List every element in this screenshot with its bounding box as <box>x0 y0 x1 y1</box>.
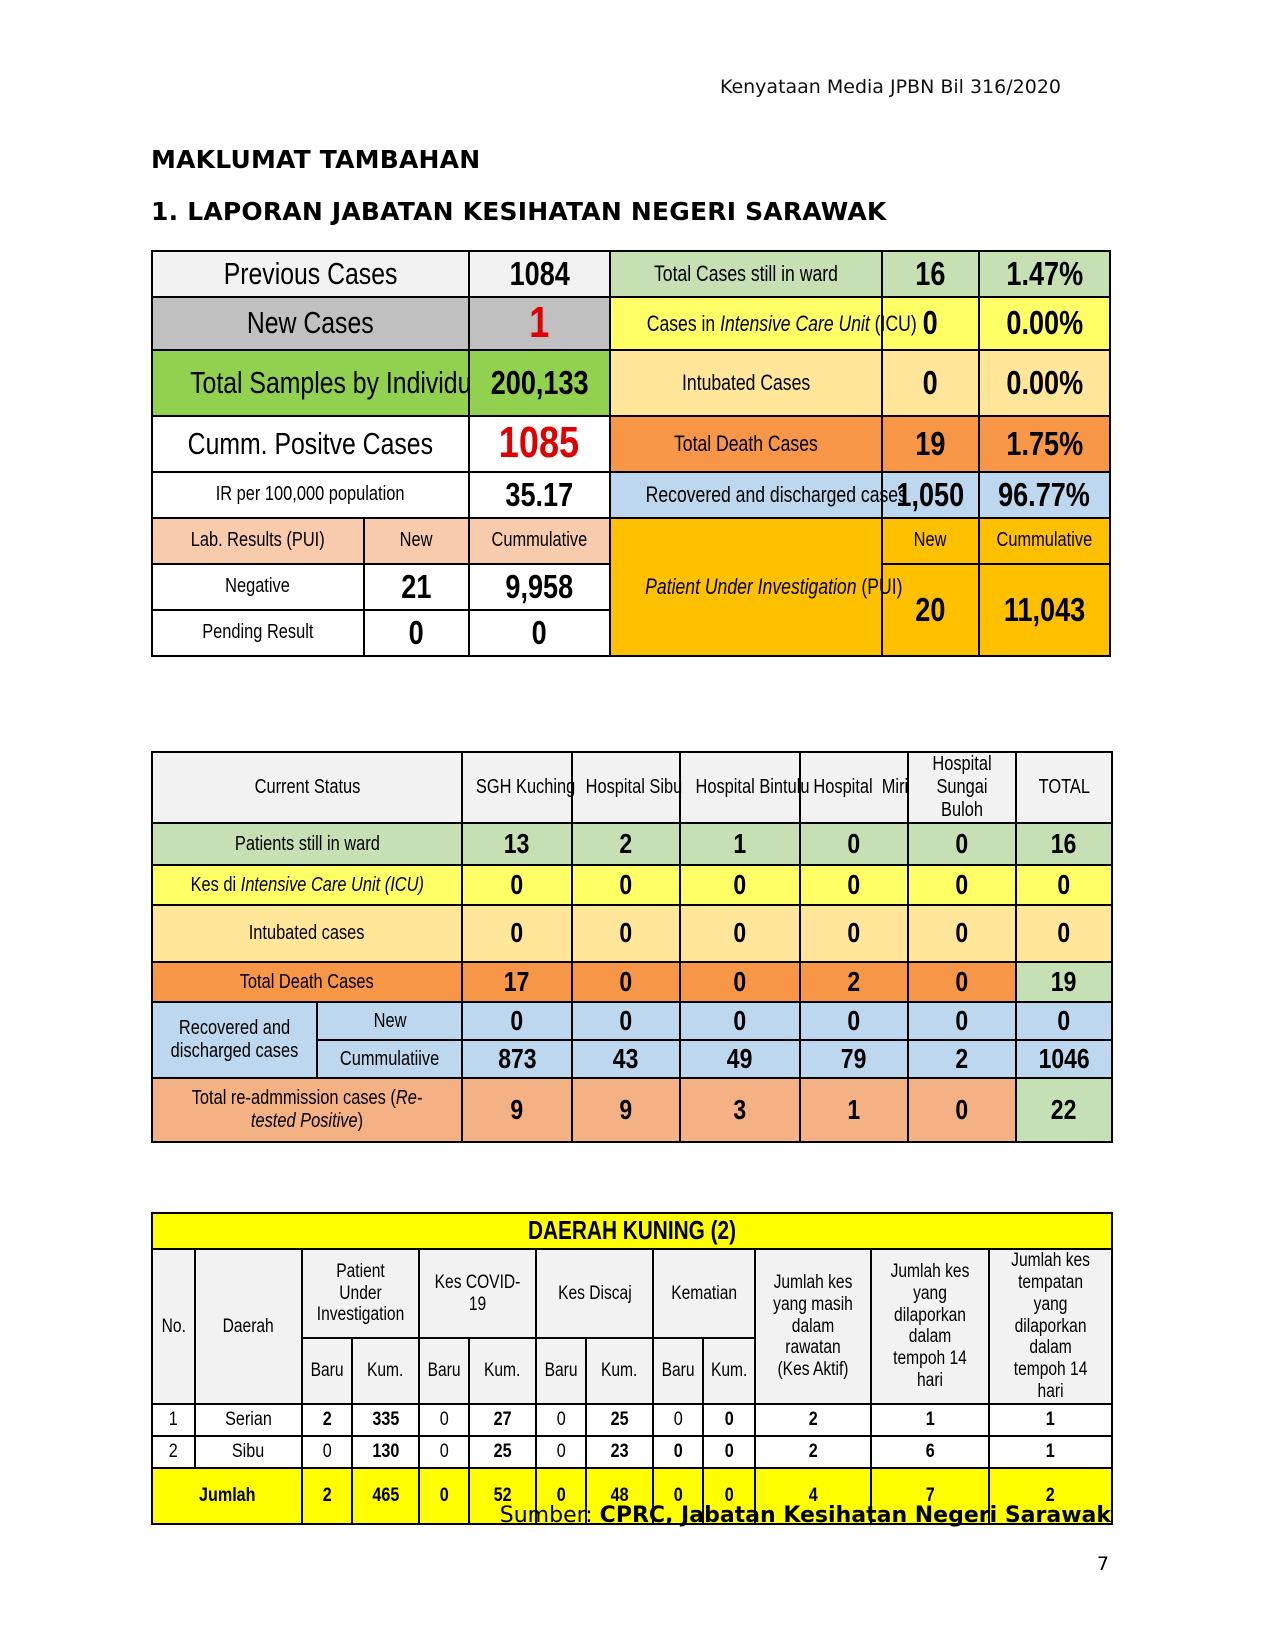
recovered-pct: 96.77% <box>979 472 1110 518</box>
intubated-label: Intubated Cases <box>610 350 882 416</box>
lab-cumulative-header: Cummulative <box>469 518 610 564</box>
table-row <box>152 865 1112 905</box>
row-label-readmission: Total re-admmission cases (Re-tested Positive) <box>152 1078 462 1142</box>
cell: 27 <box>469 1404 536 1436</box>
cell: 0 <box>536 1404 586 1436</box>
cell: 130 <box>352 1436 419 1468</box>
table-row <box>152 350 1110 416</box>
cumm-positive-label: Cumm. Positve Cases <box>152 416 469 472</box>
cell: 0 <box>908 823 1016 865</box>
cell: 17 <box>462 962 572 1002</box>
cell: 0 <box>653 1436 703 1468</box>
row-label-recovered-new: New <box>317 1002 462 1040</box>
previous-cases-value: 1084 <box>469 251 610 297</box>
cell: 0 <box>800 905 908 962</box>
cell: 0 <box>536 1436 586 1468</box>
cell: 25 <box>469 1436 536 1468</box>
table-row <box>152 416 1110 472</box>
icu-value: 0 <box>882 297 979 350</box>
cell: 0 <box>703 1468 755 1524</box>
col-header-daerah: Daerah <box>195 1249 302 1404</box>
col-subheader-kum: Kum. <box>352 1338 419 1404</box>
cell: 0 <box>680 1002 800 1040</box>
icu-label: Cases in Intensive Care Unit (ICU) <box>610 297 882 350</box>
row-label-intubated: Intubated cases <box>152 905 462 962</box>
cell: 2 <box>572 823 680 865</box>
cumm-positive-value: 1085 <box>469 416 610 472</box>
cell: 2 <box>755 1404 871 1436</box>
cell: 0 <box>653 1468 703 1524</box>
new-cases-label: New Cases <box>152 297 469 350</box>
table-row <box>152 297 1110 350</box>
source-note: Sumber: CPRC, Jabatan Kesihatan Negeri Sarawak <box>499 1503 1111 1528</box>
death-value: 19 <box>882 416 979 472</box>
lab-results-label: Lab. Results (PUI) <box>152 518 364 564</box>
cell: 4 <box>755 1468 871 1524</box>
recovered-label: Recovered and discharged cases <box>610 472 882 518</box>
section-heading: MAKLUMAT TAMBAHAN <box>151 145 481 174</box>
col-header-pui: Patient Under Investigation <box>302 1249 419 1338</box>
cell-total: 1046 <box>1016 1040 1112 1078</box>
cell-no: 1 <box>152 1404 195 1436</box>
cell: 0 <box>908 962 1016 1002</box>
cell: 1 <box>680 823 800 865</box>
recovered-value: 1,050 <box>882 472 979 518</box>
cell: 1 <box>871 1404 989 1436</box>
cell-total: 22 <box>1016 1078 1112 1142</box>
table-header-row <box>152 1249 1112 1338</box>
cell: 0 <box>302 1436 352 1468</box>
total-samples-value: 200,133 <box>469 350 610 416</box>
cell: 0 <box>908 1078 1016 1142</box>
col-header-hospital-sungai-buloh: Hospital Sungai Buloh <box>908 752 1016 823</box>
cell-total: 0 <box>1016 865 1112 905</box>
table-row <box>152 1436 1112 1468</box>
cell-total: 0 <box>1016 905 1112 962</box>
cell: 0 <box>800 865 908 905</box>
table-row <box>152 962 1112 1002</box>
cell: 52 <box>469 1468 536 1524</box>
page-number: 7 <box>1096 1553 1109 1575</box>
cell: 0 <box>908 905 1016 962</box>
col-header-kes-discaj: Kes Discaj <box>536 1249 653 1338</box>
cell: 0 <box>419 1436 469 1468</box>
cell: 0 <box>462 865 572 905</box>
cell: 3 <box>680 1078 800 1142</box>
new-cases-value: 1 <box>469 297 610 350</box>
col-header-status: Current Status <box>152 752 462 823</box>
col-subheader-baru: Baru <box>653 1338 703 1404</box>
col-subheader-kum: Kum. <box>703 1338 755 1404</box>
summary-table <box>151 250 1111 657</box>
cell: 0 <box>572 865 680 905</box>
cell: 1 <box>989 1404 1112 1436</box>
cell: 0 <box>703 1404 755 1436</box>
table-row <box>152 823 1112 865</box>
table-row <box>152 1078 1112 1142</box>
cell: 0 <box>536 1468 586 1524</box>
cell: 7 <box>871 1468 989 1524</box>
pending-label: Pending Result <box>152 610 364 656</box>
intubated-value: 0 <box>882 350 979 416</box>
cell: 0 <box>703 1436 755 1468</box>
cell: 49 <box>680 1040 800 1078</box>
cell-daerah: Serian <box>195 1404 302 1436</box>
cell-total: 0 <box>1016 1002 1112 1040</box>
col-header-sgh-kuching: SGH Kuching <box>462 752 572 823</box>
death-pct: 1.75% <box>979 416 1110 472</box>
row-label-ward: Patients still in ward <box>152 823 462 865</box>
hospital-status-table <box>151 751 1113 1143</box>
cell: 25 <box>586 1404 653 1436</box>
ward-pct: 1.47% <box>979 251 1110 297</box>
cell: 0 <box>800 823 908 865</box>
row-label-recovered: Recovered and discharged cases <box>152 1002 317 1078</box>
negative-label: Negative <box>152 564 364 610</box>
col-header-dilaporkan: Jumlah kes yang dilaporkan dalam tempoh 14 hari <box>871 1249 989 1404</box>
pending-new: 0 <box>364 610 469 656</box>
cell: 335 <box>352 1404 419 1436</box>
ward-label: Total Cases still in ward <box>610 251 882 297</box>
col-subheader-kum: Kum. <box>469 1338 536 1404</box>
table-header-row <box>152 752 1112 823</box>
table-row <box>152 1404 1112 1436</box>
lab-new-header: New <box>364 518 469 564</box>
pending-cumulative: 0 <box>469 610 610 656</box>
cell: 0 <box>680 865 800 905</box>
col-header-hospital-miri: Hospital Miri <box>800 752 908 823</box>
col-header-no: No. <box>152 1249 195 1404</box>
cell: 2 <box>755 1436 871 1468</box>
cell: 0 <box>419 1404 469 1436</box>
cell-no: 2 <box>152 1436 195 1468</box>
row-label-icu: Kes di Intensive Care Unit (ICU) <box>152 865 462 905</box>
cell: 0 <box>680 962 800 1002</box>
col-subheader-kum: Kum. <box>586 1338 653 1404</box>
cell-daerah: Sibu <box>195 1436 302 1468</box>
col-subheader-baru: Baru <box>419 1338 469 1404</box>
cell: 2 <box>989 1468 1112 1524</box>
table-row <box>152 518 1110 564</box>
cell: 6 <box>871 1436 989 1468</box>
col-header-kes-covid: Kes COVID-19 <box>419 1249 536 1338</box>
icu-pct: 0.00% <box>979 297 1110 350</box>
pui-new-header: New <box>882 518 979 564</box>
total-label: Jumlah <box>152 1468 302 1524</box>
cell: 0 <box>419 1468 469 1524</box>
cell: 1 <box>989 1436 1112 1468</box>
cell: 0 <box>680 905 800 962</box>
cell: 2 <box>908 1040 1016 1078</box>
cell: 0 <box>800 1002 908 1040</box>
cell: 1 <box>800 1078 908 1142</box>
table-row <box>152 1002 1112 1040</box>
ir-value: 35.17 <box>469 472 610 518</box>
col-subheader-baru: Baru <box>302 1338 352 1404</box>
cell: 9 <box>462 1078 572 1142</box>
cell: 2 <box>302 1404 352 1436</box>
row-label-recovered-cumulative: Cummulatiive <box>317 1040 462 1078</box>
table-title-row <box>152 1213 1112 1249</box>
cell: 0 <box>462 1002 572 1040</box>
col-header-hospital-bintulu: Hospital Bintulu <box>680 752 800 823</box>
cell: 0 <box>908 865 1016 905</box>
table-row <box>152 251 1110 297</box>
col-subheader-baru: Baru <box>536 1338 586 1404</box>
negative-new: 21 <box>364 564 469 610</box>
pui-new-value: 20 <box>882 564 979 656</box>
cell: 48 <box>586 1468 653 1524</box>
cell: 873 <box>462 1040 572 1078</box>
cell-total: 19 <box>1016 962 1112 1002</box>
col-header-hospital-sibu: Hospital Sibu <box>572 752 680 823</box>
col-header-tempatan: Jumlah kes tempatan yang dilaporkan dalam tempoh 14 hari <box>989 1249 1112 1404</box>
pui-label: Patient Under Investigation (PUI) <box>610 518 882 656</box>
report-heading: 1. LAPORAN JABATAN KESIHATAN NEGERI SARAWAK <box>151 197 887 226</box>
row-label-death: Total Death Cases <box>152 962 462 1002</box>
daerah-kuning-table <box>151 1212 1113 1525</box>
cell: 0 <box>572 962 680 1002</box>
ir-label: IR per 100,000 population <box>152 472 469 518</box>
cell: 2 <box>800 962 908 1002</box>
intubated-pct: 0.00% <box>979 350 1110 416</box>
cell: 0 <box>462 905 572 962</box>
table-title: DAERAH KUNING (2) <box>152 1213 1112 1249</box>
previous-cases-label: Previous Cases <box>152 251 469 297</box>
col-header-kes-aktif: Jumlah kes yang masih dalam rawatan (Kes Aktif) <box>755 1249 871 1404</box>
cell: 0 <box>572 1002 680 1040</box>
pui-cumulative-value: 11,043 <box>979 564 1110 656</box>
cell: 79 <box>800 1040 908 1078</box>
cell: 465 <box>352 1468 419 1524</box>
col-header-total: TOTAL <box>1016 752 1112 823</box>
cell: 2 <box>302 1468 352 1524</box>
document-reference: Kenyataan Media JPBN Bil 316/2020 <box>719 76 1061 98</box>
negative-cumulative: 9,958 <box>469 564 610 610</box>
cell: 0 <box>908 1002 1016 1040</box>
total-samples-label: Total Samples by Individu <box>152 350 469 416</box>
cell: 9 <box>572 1078 680 1142</box>
cell: 23 <box>586 1436 653 1468</box>
cell: 0 <box>653 1404 703 1436</box>
table-row <box>152 472 1110 518</box>
col-header-kematian: Kematian <box>653 1249 755 1338</box>
ward-value: 16 <box>882 251 979 297</box>
pui-cumulative-header: Cummulative <box>979 518 1110 564</box>
cell: 43 <box>572 1040 680 1078</box>
cell-total: 16 <box>1016 823 1112 865</box>
cell: 13 <box>462 823 572 865</box>
death-label: Total Death Cases <box>610 416 882 472</box>
cell: 0 <box>572 905 680 962</box>
table-row <box>152 905 1112 962</box>
